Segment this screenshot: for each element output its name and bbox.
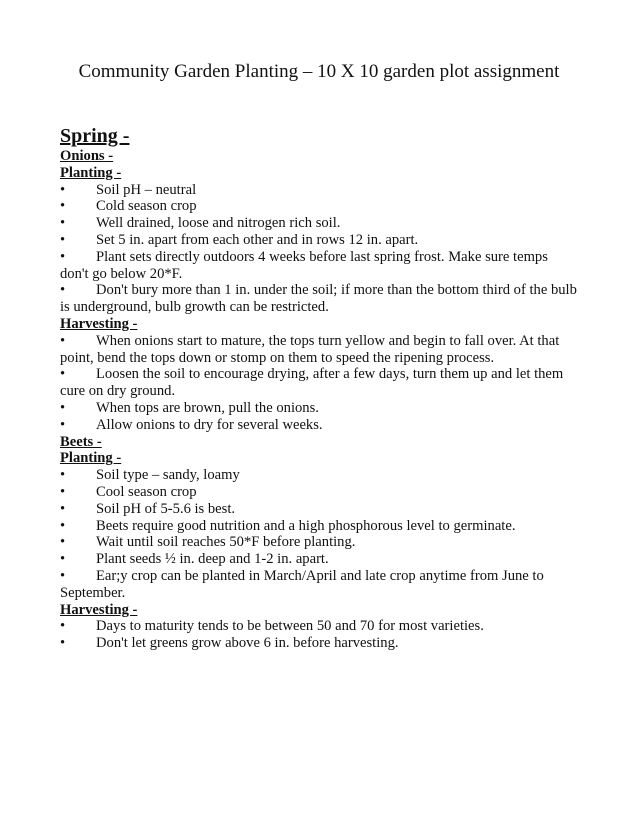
bullet-text: Soil pH – neutral: [96, 181, 197, 198]
bullet-text: Loosen the soil to encourage drying, after a few days, turn them up and let them cure on dry ground.: [60, 366, 564, 400]
bullet-icon: •: [60, 635, 66, 652]
bullet-text: Don't let greens grow above 6 in. before harvesting.: [96, 635, 399, 652]
section-heading: Harvesting -: [60, 601, 138, 618]
bullet-text: When onions start to mature, the tops turn yellow and begin to fall over. At that point, bend the tops down or stomp on them to speed the ripening process.: [60, 332, 560, 366]
bullet-icon: •: [60, 181, 66, 198]
crop-heading: Onions -: [60, 148, 114, 164]
bullet-item: [60, 198, 580, 215]
bullet-item: [60, 618, 580, 635]
bullet-text: Allow onions to dry for several weeks.: [96, 416, 323, 433]
bullet-item: [60, 534, 580, 551]
bullet-text: Wait until soil reaches 50*F before planting.: [96, 534, 356, 551]
bullet-icon: •: [60, 248, 66, 265]
bullet-icon: •: [60, 282, 66, 299]
bullet-icon: •: [60, 551, 66, 568]
bullet-item: [60, 249, 580, 283]
bullet-text: Cool season crop: [96, 483, 197, 500]
bullet-icon: •: [60, 618, 66, 635]
section-heading: Harvesting -: [60, 315, 138, 332]
crop-list: [60, 148, 580, 652]
bullet-item: [60, 400, 580, 417]
bullet-text: When tops are brown, pull the onions.: [96, 399, 319, 416]
bullet-icon: •: [60, 500, 66, 517]
bullet-icon: •: [60, 517, 66, 534]
bullet-item: [60, 232, 580, 249]
bullet-text: Days to maturity tends to be between 50 and 70 for most varieties.: [96, 618, 484, 635]
bullet-text: Don't bury more than 1 in. under the soil; if more than the bottom third of the bulb is underground, bulb growth can be restricted.: [60, 282, 577, 316]
bullet-item: [60, 333, 580, 367]
bullet-item: [60, 282, 580, 316]
bullet-icon: •: [60, 467, 66, 484]
bullet-item: [60, 417, 580, 434]
page-title: Community Garden Planting – 10 X 10 garden plot assignment: [78, 61, 560, 82]
bullet-text: Plant sets directly outdoors 4 weeks before last spring frost. Make sure temps don't go below 20*F.: [60, 248, 548, 282]
bullet-text: Cold season crop: [96, 198, 197, 215]
bullet-text: Soil pH of 5-5.6 is best.: [96, 500, 236, 517]
bullet-item: [60, 366, 580, 400]
bullet-icon: •: [60, 198, 66, 215]
bullet-icon: •: [60, 366, 66, 383]
season-heading: Spring -: [60, 125, 130, 147]
bullet-text: Soil type – sandy, loamy: [96, 467, 240, 484]
bullet-item: [60, 484, 580, 501]
bullet-icon: •: [60, 416, 66, 433]
bullet-item: [60, 215, 580, 232]
bullet-text: Ear;y crop can be planted in March/April and late crop anytime from June to September.: [60, 567, 544, 601]
bullet-icon: •: [60, 399, 66, 416]
bullet-icon: •: [60, 332, 66, 349]
bullet-icon: •: [60, 231, 66, 248]
bullet-text: Plant seeds ½ in. deep and 1-2 in. apart.: [96, 551, 329, 568]
bullet-item: [60, 635, 580, 652]
bullet-icon: •: [60, 483, 66, 500]
bullet-text: Set 5 in. apart from each other and in rows 12 in. apart.: [96, 231, 419, 248]
bullet-item: [60, 467, 580, 484]
bullet-item: [60, 501, 580, 518]
document-body: [60, 124, 580, 652]
bullet-item: [60, 551, 580, 568]
bullet-item: [60, 518, 580, 535]
bullet-icon: •: [60, 215, 66, 232]
bullet-item: [60, 568, 580, 602]
section-heading: Planting -: [60, 450, 122, 467]
bullet-item: [60, 182, 580, 199]
bullet-icon: •: [60, 534, 66, 551]
bullet-text: Well drained, loose and nitrogen rich soil.: [96, 215, 341, 232]
bullet-text: Beets require good nutrition and a high phosphorous level to germinate.: [96, 517, 516, 534]
bullet-icon: •: [60, 567, 66, 584]
crop-heading: Beets -: [60, 433, 102, 450]
section-heading: Planting -: [60, 164, 122, 181]
